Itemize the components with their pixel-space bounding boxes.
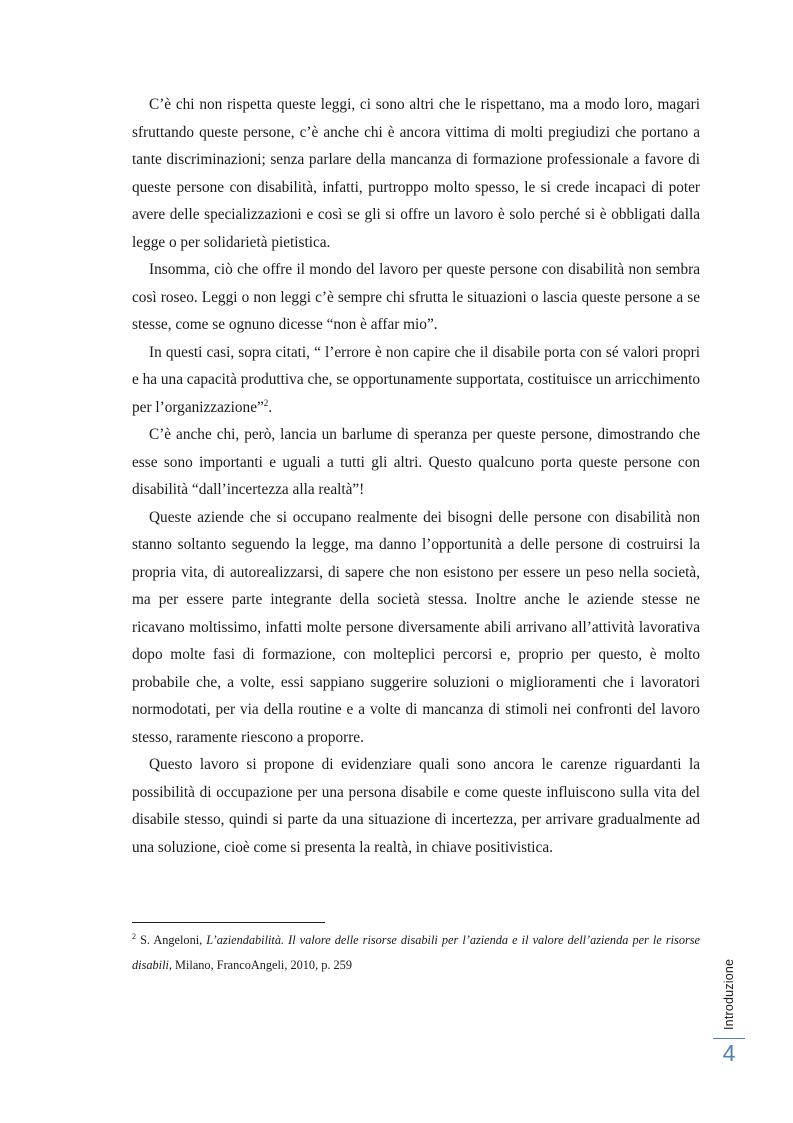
footnote-title: L’aziendabilità. Il valore delle risorse disabili per l’azienda e il valore dell’azienda per le risorse disabili [132, 933, 701, 972]
section-label: Introduzione [722, 958, 736, 1030]
footnote-number: 2 [132, 931, 136, 941]
section-divider [713, 1038, 745, 1039]
paragraph-1: C’è chi non rispetta queste leggi, ci sono altri che le rispettano, ma a modo loro, magari sfruttando queste persone, c’è anche chi è ancora vittima di molti pregiudizi che portano a tante discriminazioni; senza parlare della mancanza di formazione professionale a favore di queste persone con disabilità, infatti, purtroppo molto spesso, le si crede incapaci di poter avere delle specializzazioni e così se gli si offre un lavoro è solo perché si è obbligati dalla legge o per solidarietà pietistica. [132, 96, 700, 251]
body-text [132, 91, 700, 861]
page-number: 4 [722, 1040, 736, 1066]
footnote-reference[interactable]: 2 [263, 397, 269, 408]
paragraph-4: C’è anche chi, però, lancia un barlume di speranza per queste persone, dimostrando che esse sono importanti e uguali a tutti gli altri. Questo qualcuno porta queste persone con disabilità “dall’incertezza alla realtà”! [132, 426, 700, 498]
footnote-details: , Milano, FrancoAngeli, 2010, p. 259 [168, 958, 352, 972]
paragraph-3-end: . [268, 398, 273, 416]
paragraph-6: Questo lavoro si propone di evidenziare quali sono ancora le carenze riguardanti la possibilità di occupazione per una persona disabile e come queste influiscono sulla vita del disabile stesso, quindi si parte da una situazione di incertezza, per arrivare gradualmente ad una soluzione, cioè come si presenta la realtà, in chiave positivistica. [132, 756, 700, 856]
paragraph-5: Queste aziende che si occupano realmente dei bisogni delle persone con disabilità non stanno soltanto seguendo la legge, ma danno l’opportunità a delle persone di costruirsi la propria vita, di autorealizzarsi, di sapere che non esistono per essere un peso nella società, ma per essere parte integrante della società stessa. Inoltre anche le aziende stesse ne ricavano moltissimo, infatti molte persone diversamente abili arrivano all’attività lavorativa dopo molte fasi di formazione, con molteplici percorsi e, proprio per questo, è molto probabile che, a volte, essi sappiano suggerire soluzioni o miglioramenti che i lavoratori normodotati, per via della routine e a volte di mancanza di stimoli nei confronti del lavoro stesso, raramente riescono a proporre. [132, 508, 700, 746]
paragraph-2: Insomma, ciò che offre il mondo del lavoro per queste persone con disabilità non sembra così roseo. Leggi o non leggi c’è sempre chi sfrutta le situazioni o lascia queste persone a se stesse, come se ognuno dicesse “non è affar mio”. [132, 261, 700, 333]
footnote-author: S. Angeloni, [136, 933, 207, 947]
footnote [132, 928, 700, 978]
paragraph-3-text: In questi casi, sopra citati, “ l’errore è non capire che il disabile porta con sé valori propri e ha una capacità produttiva che, se opportunamente supportata, costituisce un arricchimento per l’organizzazione” [132, 343, 700, 416]
paragraph-3 [132, 339, 700, 422]
footnote-divider [132, 922, 325, 923]
